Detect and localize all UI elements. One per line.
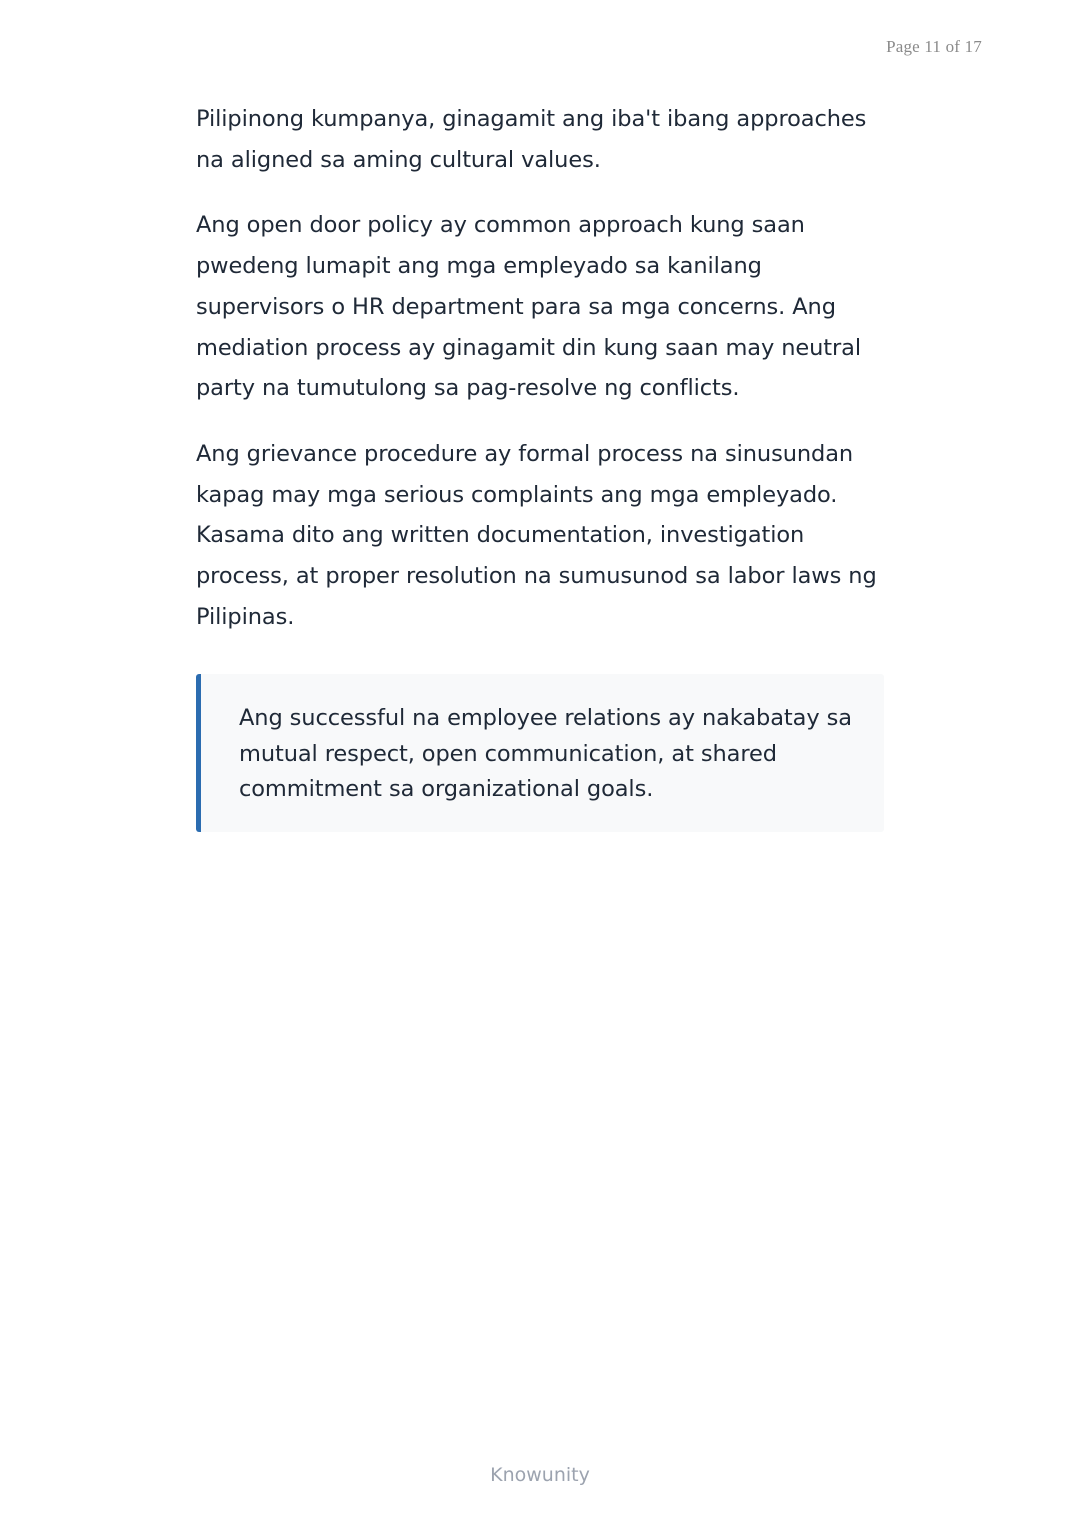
document-body [196, 99, 886, 662]
callout-box [196, 674, 884, 832]
body-paragraph: Ang grievance procedure ay formal process na sinusundan kapag may mga serious complaints ang mga empleyado. Kasama dito ang written documentation, investigation process, at proper resolution na sumusunod sa labor laws ng Pilipinas. [196, 440, 877, 630]
callout-text: Ang successful na employee relations ay nakabatay sa mutual respect, open communication, at shared commitment sa organizational goals. [239, 705, 852, 803]
body-paragraph: Pilipinong kumpanya, ginagamit ang iba't ibang approaches na aligned sa aming cultural values. [196, 106, 867, 173]
page-number: Page 11 of 17 [886, 37, 982, 56]
footer-brand: Knowunity [490, 1464, 590, 1486]
body-paragraph: Ang open door policy ay common approach kung saan pwedeng lumapit ang mga empleyado sa kanilang supervisors o HR department para sa mga concerns. Ang mediation process ay ginagamit din kung saan may neutral party na tumutulong sa pag-resolve ng conflicts. [196, 212, 861, 402]
